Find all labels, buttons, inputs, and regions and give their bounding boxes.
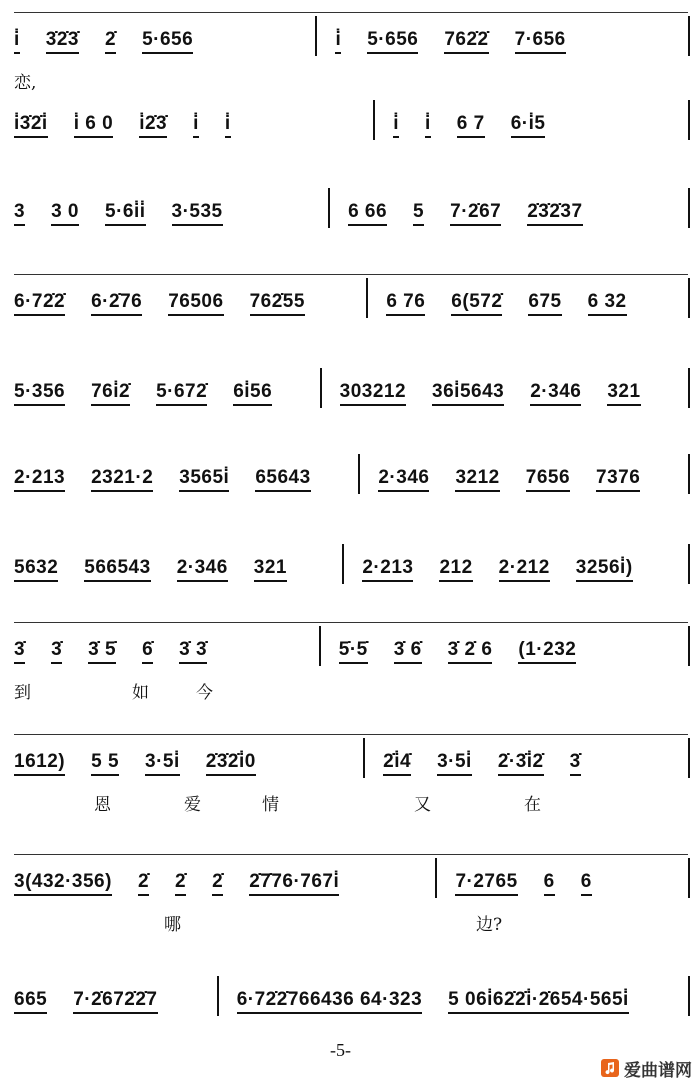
- note-group: 1612): [14, 751, 65, 776]
- note-group: 665: [14, 989, 47, 1014]
- measure-right: [219, 989, 688, 1014]
- note-group: 5 06i̇62̇2̇i̇·2̇654·565i̇: [448, 989, 629, 1014]
- lyric-syllable: 到: [14, 683, 31, 703]
- note-group: 3̇ 6̇: [394, 639, 422, 664]
- note-group: 2·212: [499, 557, 550, 582]
- bar-line: [688, 368, 690, 408]
- note-group: 6 76: [386, 291, 425, 316]
- notation-line: [14, 282, 690, 316]
- bar-line: [688, 858, 690, 898]
- phrase-slur-line: [14, 274, 688, 275]
- lyric-syllable: 恩: [94, 795, 111, 815]
- notation-line: [14, 862, 690, 896]
- notation-line: [14, 742, 690, 776]
- bar-line: [688, 100, 690, 140]
- note-group: i̇2̇3̇: [139, 113, 167, 138]
- measure-left: [14, 871, 435, 896]
- note-group: 3·5i̇: [437, 751, 472, 776]
- note-group: 3̇: [570, 751, 581, 776]
- note-group: 2̇: [138, 871, 149, 896]
- measure-right: [360, 467, 688, 492]
- bar-line: [688, 16, 690, 56]
- note-group: 2̇3̇2̇37: [527, 201, 582, 226]
- lyric-syllable: 如: [132, 683, 149, 703]
- note-group: 6(572̇: [451, 291, 502, 316]
- lyric-syllable: 爱: [184, 795, 201, 815]
- bar-line: [688, 976, 690, 1016]
- note-group: 6 66: [348, 201, 387, 226]
- measure-right: [375, 113, 688, 138]
- notation-line: [14, 372, 690, 406]
- note-group: 6·2̇76: [91, 291, 142, 316]
- note-group: 2̇i̇4̇: [383, 751, 411, 776]
- note-group: 6 7: [457, 113, 485, 138]
- note-group: 3̇: [14, 639, 25, 664]
- note-group: 762̇2̇: [444, 29, 488, 54]
- phrase-slur-line: [14, 12, 688, 13]
- note-group: 76i̇2̇: [91, 381, 130, 406]
- note-group: 3565i̇: [179, 467, 229, 492]
- note-group: 3(432·356): [14, 871, 112, 896]
- measure-right: [321, 639, 688, 664]
- measure-left: [14, 751, 363, 776]
- lyric-syllable: 又: [414, 795, 431, 815]
- lyric-syllable: 今: [196, 683, 213, 703]
- lyric-syllable: 在: [524, 795, 541, 815]
- note-group: 6: [581, 871, 592, 896]
- bar-line: [688, 544, 690, 584]
- note-group: 5·656: [142, 29, 193, 54]
- measure-left: [14, 29, 315, 54]
- note-group: 2·346: [530, 381, 581, 406]
- note-group: 6i̇56: [233, 381, 272, 406]
- lyric-syllable: 边?: [476, 915, 503, 935]
- measure-left: [14, 989, 217, 1014]
- phrase-slur-line: [14, 854, 688, 855]
- note-group: 65643: [255, 467, 310, 492]
- lyric-syllable: 恋,: [14, 73, 37, 93]
- phrase-slur-line: [14, 622, 688, 623]
- note-group: 2̇·3̇i̇2̇: [498, 751, 544, 776]
- measure-left: [14, 639, 319, 664]
- note-group: i̇3̇2̇i̇: [14, 113, 48, 138]
- note-group: 5·656: [367, 29, 418, 54]
- note-group: 5̇·5̇: [339, 639, 368, 664]
- note-group: 3256i̇): [576, 557, 633, 582]
- note-group: 303212: [340, 381, 406, 406]
- note-group: i̇ 6 0: [74, 113, 113, 138]
- lyric-syllable: 情: [262, 795, 279, 815]
- bar-line: [688, 278, 690, 318]
- note-group: 3·535: [172, 201, 223, 226]
- note-group: 3: [14, 201, 25, 226]
- note-group: 2̇: [175, 871, 186, 896]
- note-group: 7656: [526, 467, 570, 492]
- bar-line: [688, 626, 690, 666]
- note-group: 566543: [84, 557, 150, 582]
- note-group: 7·656: [515, 29, 566, 54]
- note-group: i̇: [425, 113, 431, 138]
- note-group: 6̇: [142, 639, 153, 664]
- note-group: 3̇2̇3̇: [46, 29, 79, 54]
- note-group: 7376: [596, 467, 640, 492]
- watermark: [600, 1056, 692, 1080]
- note-group: i̇: [335, 29, 341, 54]
- measure-right: [330, 201, 688, 226]
- note-group: 3 0: [51, 201, 79, 226]
- notation-line: [14, 458, 690, 492]
- measure-right: [365, 751, 688, 776]
- measure-right: [317, 29, 688, 54]
- notation-line: [14, 548, 690, 582]
- note-group: 2·213: [362, 557, 413, 582]
- note-group: 2321·2: [91, 467, 153, 492]
- note-group: 2̇: [105, 29, 116, 54]
- measure-left: [14, 467, 358, 492]
- note-group: 3·5i̇: [145, 751, 180, 776]
- note-group: 76506: [168, 291, 223, 316]
- note-group: 2̇: [212, 871, 223, 896]
- note-group: i̇: [393, 113, 399, 138]
- watermark-text: 爱曲谱网: [624, 1060, 692, 1081]
- note-group: 6·72̇2̇: [14, 291, 65, 316]
- page-number: -5-: [330, 1040, 351, 1060]
- measure-right: [437, 871, 688, 896]
- note-group: (1·232: [518, 639, 576, 664]
- note-group: i̇: [225, 113, 231, 138]
- measure-right: [322, 381, 688, 406]
- note-group: 7·2̇67: [450, 201, 501, 226]
- music-note-logo-icon: [600, 1058, 620, 1078]
- note-group: 6: [544, 871, 555, 896]
- measure-left: [14, 557, 342, 582]
- notation-line: [14, 630, 690, 664]
- note-group: 675: [528, 291, 561, 316]
- measure-left: [14, 381, 320, 406]
- measure-left: [14, 113, 373, 138]
- notation-line: [14, 104, 690, 138]
- lyrics-line: [14, 790, 690, 816]
- lyrics-line: [14, 910, 690, 936]
- note-group: 3̇: [51, 639, 62, 664]
- note-group: 2̇3̇2̇i̇0: [206, 751, 256, 776]
- note-group: 7·2765: [455, 871, 517, 896]
- note-group: 36i̇5643: [432, 381, 504, 406]
- bar-line: [688, 188, 690, 228]
- measure-left: [14, 291, 366, 316]
- note-group: 212: [439, 557, 472, 582]
- notation-line: [14, 192, 690, 226]
- lyrics-line: [14, 678, 690, 704]
- measure-left: [14, 201, 328, 226]
- bar-line: [688, 454, 690, 494]
- note-group: 2̇7̇76·767i̇: [249, 871, 339, 896]
- note-group: 5·356: [14, 381, 65, 406]
- note-group: 5·672̇: [156, 381, 207, 406]
- note-group: i̇: [14, 29, 20, 54]
- bar-line: [688, 738, 690, 778]
- note-group: 321: [254, 557, 287, 582]
- note-group: 2·213: [14, 467, 65, 492]
- note-group: 5632: [14, 557, 58, 582]
- note-group: 6·i̇5: [511, 113, 546, 138]
- note-group: 3̇ 2̇ 6: [448, 639, 493, 664]
- notation-line: [14, 20, 690, 54]
- measure-right: [344, 557, 688, 582]
- note-group: 3212: [455, 467, 499, 492]
- note-group: 2·346: [378, 467, 429, 492]
- notation-line: [14, 980, 690, 1014]
- note-group: 762̇55: [250, 291, 305, 316]
- note-group: 5: [413, 201, 424, 226]
- lyric-syllable: 哪: [164, 915, 181, 935]
- note-group: 2·346: [177, 557, 228, 582]
- phrase-slur-line: [14, 734, 688, 735]
- note-group: 321: [607, 381, 640, 406]
- note-group: 6·72̇2̇766436 64·323: [237, 989, 422, 1014]
- note-group: 3̇ 5̇: [88, 639, 116, 664]
- note-group: i̇: [193, 113, 199, 138]
- lyrics-line: [14, 68, 690, 94]
- note-group: 5·6i̇i̇: [105, 201, 146, 226]
- note-group: 3̇ 3̇: [179, 639, 207, 664]
- measure-right: [368, 291, 688, 316]
- note-group: 6 32: [588, 291, 627, 316]
- note-group: 7·2̇672̇2̇7: [73, 989, 157, 1014]
- note-group: 5 5: [91, 751, 119, 776]
